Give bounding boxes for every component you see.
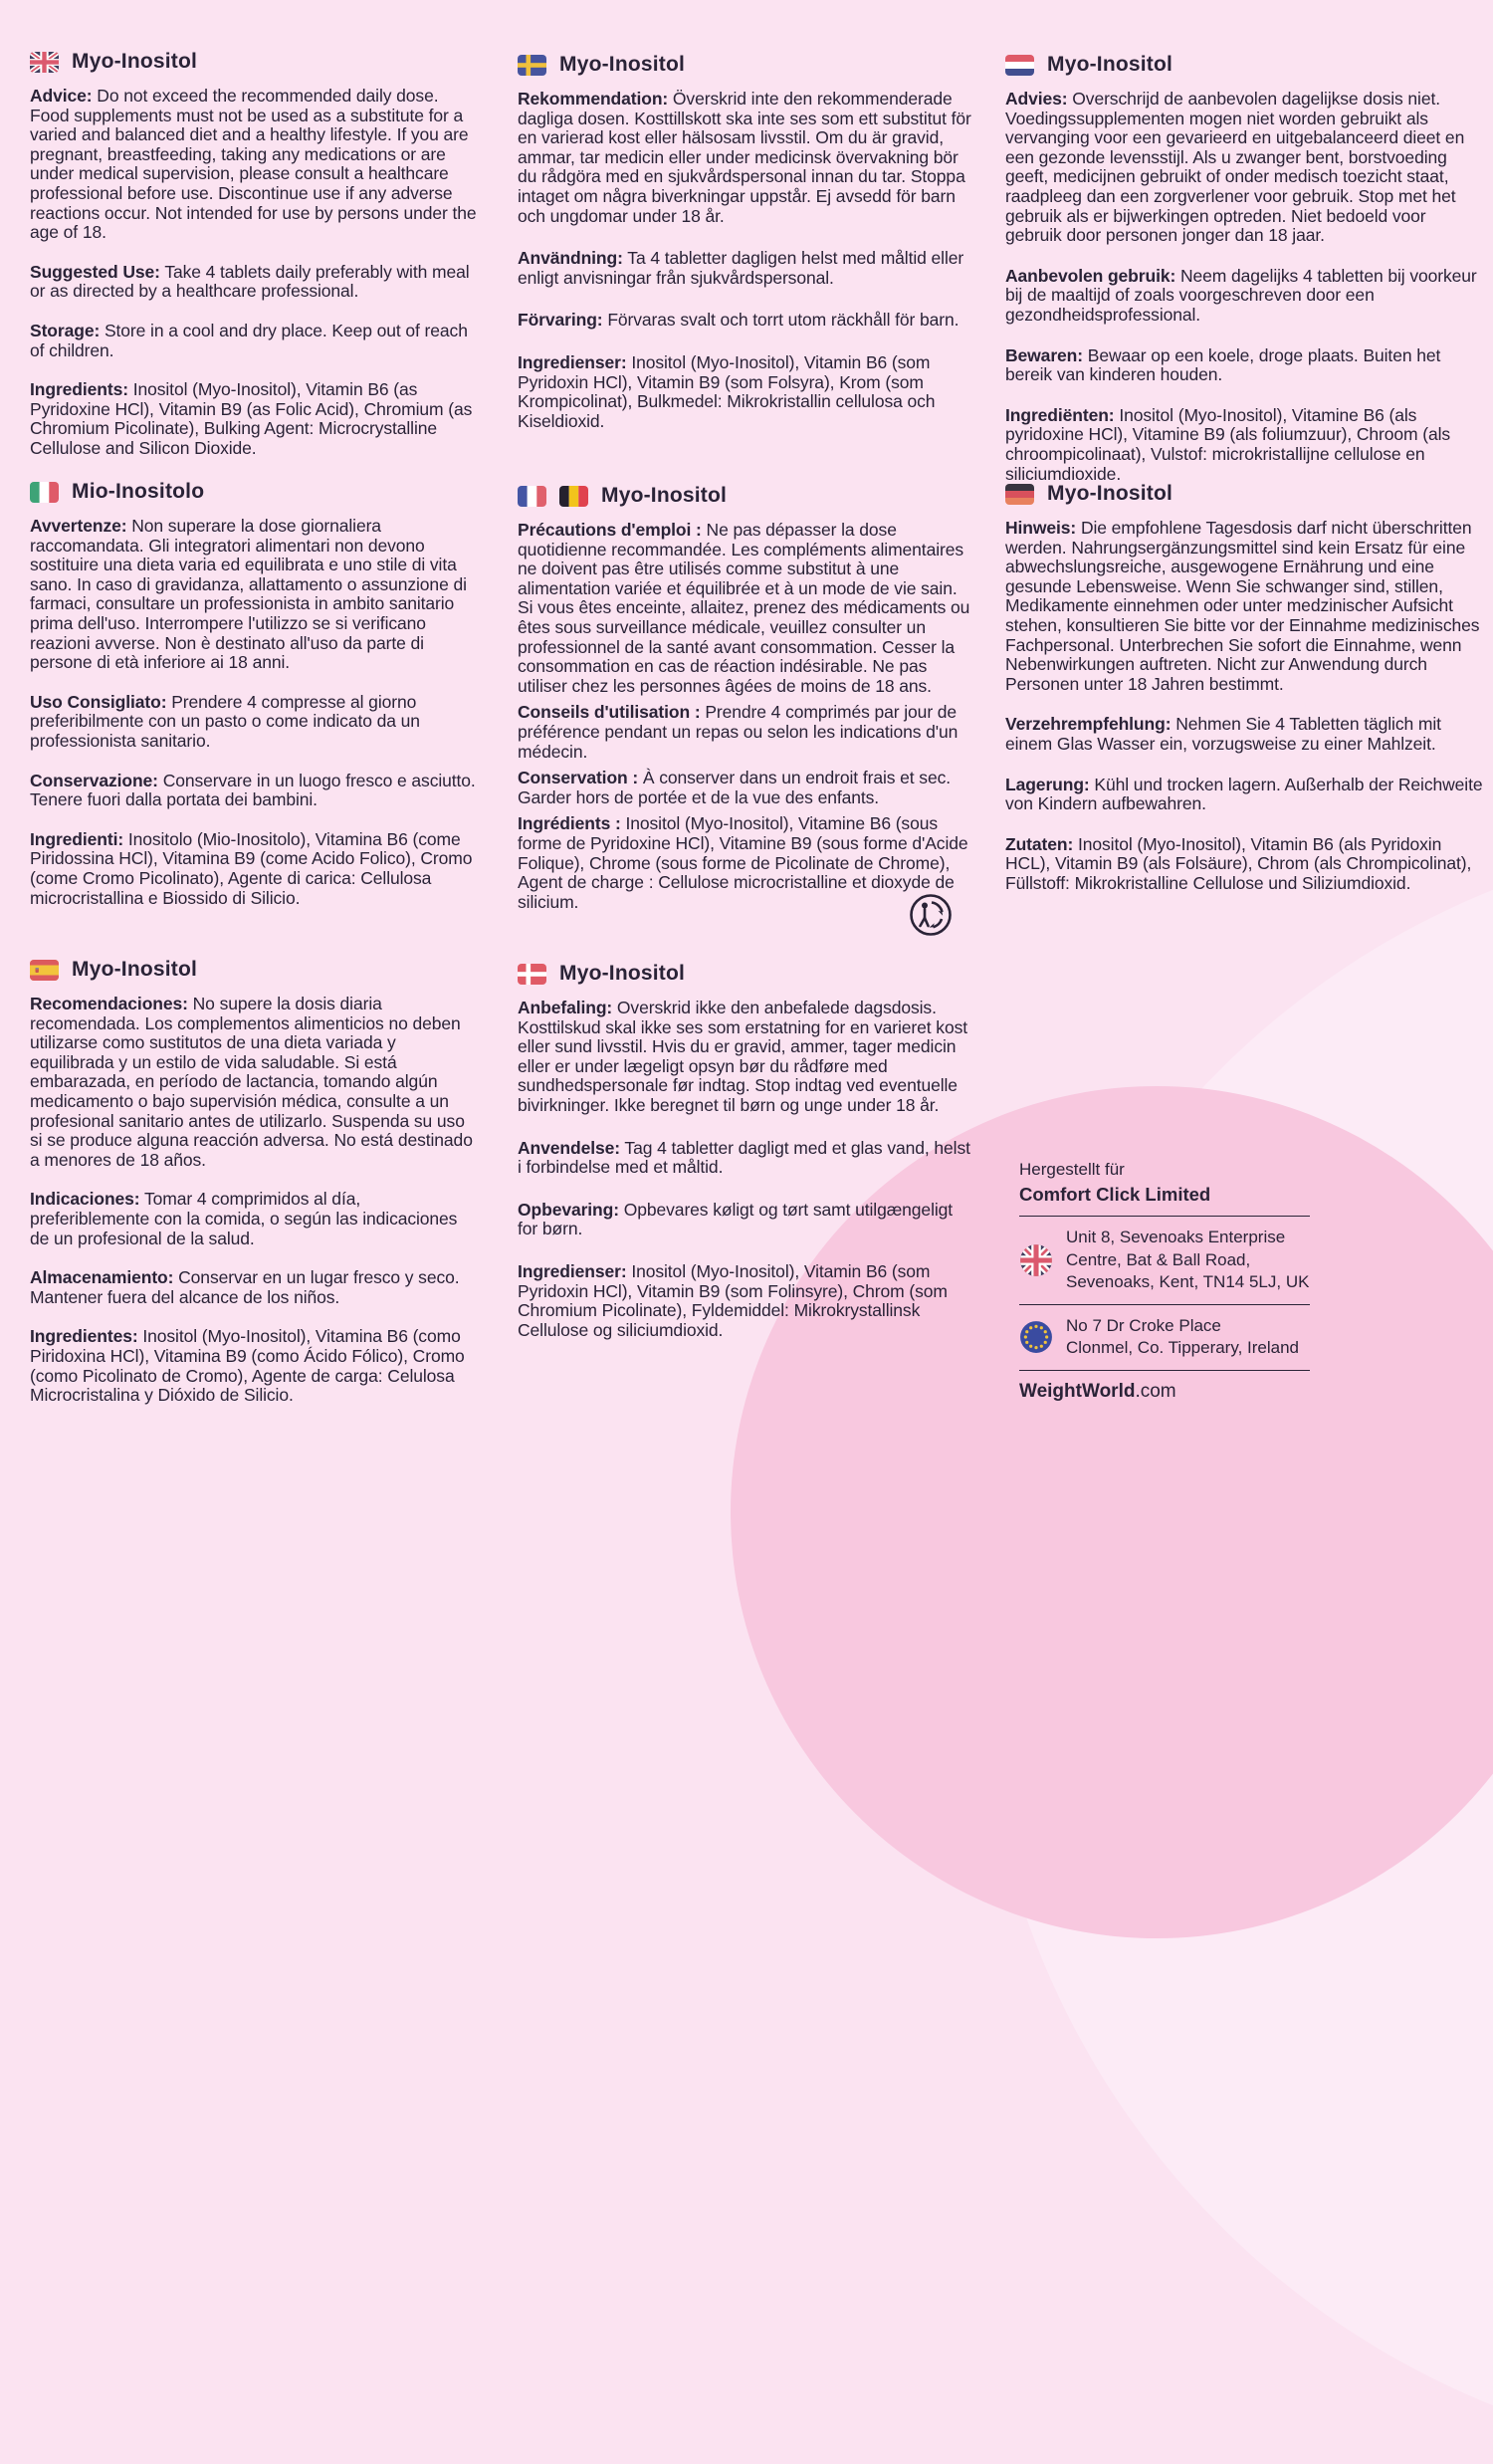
paragraph-text: Inositol (Myo-Inositol), Vitamin B6 (som Pyridoxin HCl), Vitamin B9 (som Folinsyre), Chrom (som Chromium Picolinate), Fyldemiddel: Mikrokrystallinsk Cellulose og siliciumdioxid.	[518, 1260, 948, 1340]
paragraph-text: Kühl und trocken lagern. Außerhalb der Reichweite von Kindern aufbewahren.	[1005, 774, 1483, 814]
section-header	[30, 50, 480, 74]
label-paragraph	[30, 322, 480, 360]
label-paragraph	[518, 769, 973, 807]
divider	[1019, 1370, 1310, 1371]
section-title: Myo-Inositol	[1047, 53, 1173, 76]
divider	[1019, 1304, 1310, 1305]
netherlands-flag-icon	[1005, 55, 1034, 76]
section-en	[30, 50, 480, 479]
paragraph-text: Opbevares køligt og tørt samt utilgængeligt for børn.	[518, 1199, 954, 1239]
label-paragraph	[518, 311, 973, 331]
paragraph-label: Storage:	[30, 320, 101, 340]
label-paragraph	[30, 1268, 480, 1307]
section-title: Myo-Inositol	[601, 484, 728, 507]
address-line: Clonmel, Co. Tipperary, Ireland	[1066, 1338, 1300, 1357]
paragraph-text: No supere la dosis diaria recomendada. Los complementos alimenticios no deben utilizarse como sustitutos de una dieta variada y equilibrada y un estilo de vida saludable. Si está embarazada, en período de lactancia, tomando algún medicamento o bajo supervisión médica, consulte a un profesional sanitario antes de utilizarlo. Suspenda su uso si se produce alguna reacción adversa. No está destinado a menores de 18 años.	[30, 994, 473, 1170]
paragraph-label: Aanbevolen gebruik:	[1005, 265, 1176, 286]
label-paragraph	[1005, 90, 1485, 246]
paragraph-label: Zutaten:	[1005, 833, 1074, 854]
column-middle	[518, 0, 973, 1493]
paragraph-label: Lagerung:	[1005, 774, 1090, 794]
paragraph-text: Conservare in un luogo fresco e asciutto. Tenere fuori dalla portata dei bambini.	[30, 770, 476, 810]
eu-address-row	[1019, 1313, 1310, 1362]
uk-address-row	[1019, 1225, 1310, 1296]
divider	[1019, 1216, 1310, 1217]
paragraph-text: Inositol (Myo-Inositol), Vitamin B6 (as Pyridoxine HCl), Vitamin B9 (as Folic Acid), Chromium (as Chromium Picolinate), Bulking Agent: Microcrystalline Cellulose and Silicon Dioxide.	[30, 379, 473, 458]
paragraph-text: Inositol (Myo-Inositol), Vitamin B6 (som Pyridoxin HCl), Vitamin B9 (som Folsyra), Krom (som Krompicolinat), Bulkmedel: Mikrokristallin cellulosa och Kiseldioxid.	[518, 351, 936, 431]
section-header	[1005, 53, 1485, 77]
paragraph-label: Advice:	[30, 86, 93, 106]
paragraph-text: Non superare la dose giornaliera raccomandata. Gli integratori alimentari non devono sostituire una dieta varia ed equilibrata e uno stile di vita sano. In caso di gravidanza, allattamento o assunzione di farmaci, consultare un professionista in ambito sanitario prima dell'uso. Interrompere l'utilizzo se si verificano reazioni avverse. Non è destinato all'uso da parte di persone di età inferiore ai 18 anni.	[30, 516, 467, 673]
label-paragraph	[518, 521, 973, 696]
paragraph-text: Förvaras svalt och torrt utom räckhåll för barn.	[607, 310, 960, 331]
label-paragraph	[30, 772, 480, 810]
paragraph-label: Almacenamiento:	[30, 1267, 174, 1288]
eu-address	[1066, 1315, 1299, 1360]
paragraph-text: Tag 4 tabletter dagligt med et glas vand, helst i forbindelse med et måltid.	[518, 1137, 970, 1178]
triman-recycling-icon	[908, 892, 954, 938]
paragraph-label: Opbevaring:	[518, 1199, 619, 1220]
paragraph-text: Överskrid inte den rekommenderade dagliga dosen. Kosttillskott ska inte ses som ett substitut för en varierad kost eller hälsosam livsstil. Om du är gravid, ammar, tar medicin eller under medicinsk övervakning bör du rådgöra med en sjukvårdspersonal innan du tar. Stoppa intaget om några biverkningar uppstår. Ej avsedd för barn och ungdomar under 18 år.	[518, 89, 971, 226]
made-for-label: Hergestellt für	[1019, 1160, 1125, 1179]
label-paragraph	[518, 249, 973, 288]
paragraph-text: Inositol (Myo-Inositol), Vitamine B6 (als pyridoxine HCl), Vitamine B9 (als foliumzuur), Chroom (als chroompicolinaat), Vulstof: microkristallijne cellulose en siliciumdioxide.	[1005, 404, 1451, 484]
denmark-flag-icon	[518, 964, 546, 985]
uk-flag-round-icon	[1019, 1243, 1053, 1277]
paragraph-label: Uso Consigliato:	[30, 691, 167, 712]
paragraph-label: Ingredients:	[30, 379, 128, 400]
uk-address	[1066, 1227, 1309, 1294]
manufacturer-block	[1019, 1158, 1310, 1403]
italy-flag-icon	[30, 482, 59, 503]
label-paragraph	[30, 1190, 480, 1248]
section-se	[518, 53, 973, 454]
label-paragraph	[518, 999, 973, 1116]
paragraph-label: Anbefaling:	[518, 998, 613, 1017]
label-paragraph	[1005, 267, 1485, 326]
germany-flag-icon	[1005, 484, 1034, 505]
company-name: Comfort Click Limited	[1019, 1184, 1211, 1205]
website-brand: WeightWorld	[1019, 1380, 1136, 1402]
paragraph-text: Prendre 4 comprimés par jour de préférence pendant un repas ou selon les indications d'un médecin.	[518, 702, 959, 762]
label-paragraph	[30, 995, 480, 1170]
label-paragraph	[1005, 346, 1485, 385]
paragraph-text: Prendere 4 compresse al giorno preferibilmente con un pasto o come indicato da un professionista sanitario.	[30, 691, 420, 751]
paragraph-text: Conservar en un lugar fresco y seco. Mantener fuera del alcance de los niños.	[30, 1267, 460, 1307]
section-title: Myo-Inositol	[72, 50, 198, 73]
section-header	[1005, 482, 1485, 506]
paragraph-text: Inositol (Myo-Inositol), Vitamine B6 (sous forme de Pyridoxine HCl), Vitamine B9 (sous forme d'Acide Folique), Chrome (sous forme de Picolinate de Chrome), Agent de charge : Cellulose microcristalline et dioxyde de silicium.	[518, 813, 968, 912]
france-flag-icon	[518, 486, 546, 507]
label-paragraph	[1005, 519, 1485, 694]
label-paragraph	[30, 830, 480, 908]
paragraph-label: Användning:	[518, 248, 623, 269]
section-de	[1005, 482, 1485, 915]
paragraph-label: Ingredienti:	[30, 828, 124, 849]
eu-flag-round-icon	[1019, 1320, 1053, 1354]
section-header	[518, 53, 973, 77]
paragraph-label: Bewaren:	[1005, 344, 1083, 365]
section-it	[30, 480, 480, 928]
section-header	[518, 484, 973, 508]
label-paragraph	[30, 263, 480, 302]
section-title: Myo-Inositol	[1047, 482, 1173, 505]
paragraph-text: Die empfohlene Tagesdosis darf nicht überschritten werden. Nahrungsergänzungsmittel sind kein Ersatz für eine abwechslungsreiche, ausgewogene Ernährung und eine gesunde Lebensweise. Wenn Sie schwanger sind, stillen, Medikamente einnehmen oder unter medzinischer Aufsicht stehen, konsultieren Sie bitte vor der Einnahme medizinisches Fachpersonal. Unterbrechen Sie sofort die Einnahme, wenn Nebenwirkungen auftreten. Nicht zur Anwendung durch Personen unter 18 Jahren bestimmt.	[1005, 518, 1480, 694]
paragraph-label: Ingrédients :	[518, 813, 621, 834]
paragraph-text: Tomar 4 comprimidos al día, preferiblemente con la comida, o según las indicaciones de un profesional de la salud.	[30, 1189, 458, 1248]
website	[1019, 1381, 1310, 1403]
label-paragraph	[30, 1327, 480, 1405]
label-paragraph	[30, 380, 480, 458]
paragraph-text: Inositolo (Mio-Inositolo), Vitamina B6 (come Piridossina HCl), Vitamina B9 (come Acido Folico), Cromo (come Cromo Picolinato), Agente di carica: Cellulosa microcristallina e Biossido di Silicio.	[30, 828, 473, 908]
paragraph-label: Indicaciones:	[30, 1189, 140, 1210]
section-nl	[1005, 53, 1485, 505]
address-line: Sevenoaks, Kent, TN14 5LJ, UK	[1066, 1272, 1310, 1291]
paragraph-label: Ingredientes:	[30, 1326, 138, 1347]
paragraph-label: Rekommendation:	[518, 89, 669, 109]
section-header	[30, 958, 480, 982]
label-paragraph	[30, 693, 480, 752]
paragraph-label: Ingredienser:	[518, 351, 627, 372]
paragraph-label: Conseils d'utilisation :	[518, 702, 701, 723]
address-line: No 7 Dr Croke Place	[1066, 1315, 1221, 1335]
paragraph-text: Bewaar op een koele, droge plaats. Buiten het bereik van kinderen houden.	[1005, 344, 1441, 385]
label-paragraph	[1005, 406, 1485, 484]
paragraph-text: Inositol (Myo-Inositol), Vitamin B6 (als Pyridoxin HCL), Vitamin B9 (als Folsäure), Chrom (als Chrompicolinat), Füllstoff: Mikrokristalline Cellulose und Siliziumdioxid.	[1005, 833, 1472, 893]
label-paragraph	[518, 1262, 973, 1340]
paragraph-label: Advies:	[1005, 89, 1068, 109]
section-title: Mio-Inositolo	[72, 480, 205, 503]
label-paragraph	[30, 87, 480, 243]
section-title: Myo-Inositol	[559, 53, 686, 76]
paragraph-text: Ta 4 tabletter dagligen helst med måltid eller enligt anvisningar från sjukvårdspersonal.	[518, 248, 964, 288]
label-paragraph	[518, 353, 973, 431]
paragraph-text: Take 4 tablets daily preferably with meal or as directed by a healthcare professional.	[30, 261, 470, 302]
paragraph-label: Conservation :	[518, 768, 639, 788]
sweden-flag-icon	[518, 55, 546, 76]
label-paragraph	[518, 703, 973, 762]
uk-flag-icon	[30, 52, 59, 73]
section-title: Myo-Inositol	[559, 962, 686, 985]
paragraph-text: Overskrid ikke den anbefalede dagsdosis. Kosttilskud skal ikke ses som erstatning for en varieret kost eller sund livsstil. Hvis du er gravid, ammer, tager medicin eller er under lægeligt opsyn bør du rådføre med sundhedspersonale før indtag. Stop indtag ved eventuelle bivirkninger. Ikke beregnet til børn og unge under 18 år.	[518, 998, 968, 1115]
address-line: Centre, Bat & Ball Road,	[1066, 1249, 1251, 1269]
paragraph-label: Ingrediënten:	[1005, 404, 1115, 425]
paragraph-label: Avvertenze:	[30, 516, 127, 536]
paragraph-label: Anvendelse:	[518, 1137, 620, 1158]
paragraph-label: Précautions d'emploi :	[518, 520, 702, 540]
section-header	[30, 480, 480, 504]
paragraph-text: Overschrijd de aanbevolen dagelijkse dosis niet. Voedingssupplementen mogen niet worden gebruikt als vervanging voor een gevarieerd en uitgebalanceerd dieet en een gezonde levensstijl. Als u zwanger bent, borstvoeding geeft, medicijnen gebruikt of onder medisch toezicht staat, raadpleeg dan een zorgverlener voor gebruik. Stop met het gebruik als er bijwerkingen optreden. Niet bedoeld voor gebruik door personen jonger dan 18 jaar.	[1005, 89, 1465, 246]
section-title: Myo-Inositol	[72, 958, 198, 981]
website-tld: .com	[1135, 1380, 1176, 1402]
label-paragraph	[518, 814, 973, 912]
label-paragraph	[1005, 835, 1485, 894]
label-paragraph	[518, 1139, 973, 1178]
label-paragraph	[518, 1201, 973, 1239]
paragraph-text: Nehmen Sie 4 Tabletten täglich mit einem Glas Wasser ein, vorzugsweise zu einer Mahlzeit.	[1005, 714, 1441, 754]
label-paragraph	[518, 90, 973, 226]
paragraph-text: Do not exceed the recommended daily dose. Food supplements must not be used as a substitute for a varied and balanced diet and a healthy lifestyle. If you are pregnant, breastfeeding, taking any medications or are under medical supervision, please consult a healthcare professional before use. Discontinue use if any adverse reactions occur. Not intended for use by persons under the age of 18.	[30, 86, 477, 243]
label-paragraph	[1005, 776, 1485, 814]
section-fr-be	[518, 484, 973, 919]
paragraph-text: Ne pas dépasser la dose quotidienne recommandée. Les compléments alimentaires ne doivent pas être utilisés comme substitut à une alimentation variée et équilibrée et à un mode de vie sain. Si vous êtes enceinte, allaitez, prenez des médicaments ou êtes sous surveillance médicale, veuillez consulter un professionnel de la santé avant consommation. Cesser la consommation en cas de réaction indésirable. Ne pas utiliser chez les personnes âgées de moins de 18 ans.	[518, 520, 970, 696]
address-line: Unit 8, Sevenoaks Enterprise	[1066, 1228, 1286, 1246]
paragraph-label: Verzehrempfehlung:	[1005, 714, 1172, 735]
column-left	[30, 0, 480, 1493]
label-paragraph	[1005, 715, 1485, 754]
belgium-flag-icon	[559, 486, 588, 507]
section-es	[30, 958, 480, 1426]
paragraph-text: Inositol (Myo-Inositol), Vitamina B6 (como Piridoxina HCl), Vitamina B9 (como Ácido Fólico), Cromo (como Picolinato de Cromo), Agente de carga: Celulosa Microcristalina y Dióxido de Silicio.	[30, 1326, 465, 1406]
paragraph-label: Förvaring:	[518, 310, 603, 331]
paragraph-label: Suggested Use:	[30, 261, 160, 282]
paragraph-label: Recomendaciones:	[30, 994, 188, 1013]
paragraph-text: À conserver dans un endroit frais et sec. Garder hors de portée et de la vue des enfants.	[518, 768, 952, 807]
paragraph-text: Store in a cool and dry place. Keep out of reach of children.	[30, 320, 468, 360]
label-paragraph	[30, 517, 480, 673]
paragraph-label: Ingredienser:	[518, 1260, 627, 1281]
paragraph-label: Hinweis:	[1005, 518, 1077, 538]
section-header	[518, 962, 973, 986]
paragraph-text: Neem dagelijks 4 tabletten bij voorkeur bij de maaltijd of zoals voorgeschreven door een gezondheidsprofessional.	[1005, 265, 1477, 325]
spain-flag-icon	[30, 960, 59, 981]
section-dk	[518, 962, 973, 1363]
paragraph-label: Conservazione:	[30, 770, 158, 790]
